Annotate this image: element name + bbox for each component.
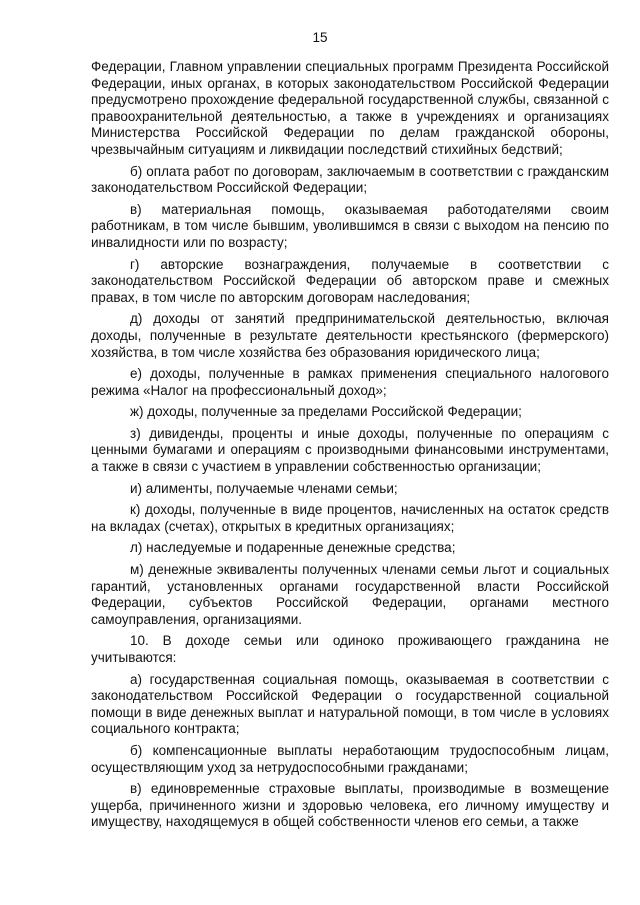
paragraph-item-z: з) дивиденды, проценты и иные доходы, полученные по операциям с ценными бумагами и операциям с производными финансовыми инструментами, а также в связи с участием в управлении собственностью организации; xyxy=(91,425,609,475)
paragraph-item-v-2: в) единовременные страховые выплаты, производимые в возмещение ущерба, причиненного жизни и здоровью человека, его личному имуществу и имуществу, находящемуся в общей собственности членов его семьи, а также xyxy=(91,781,609,830)
paragraph-item-g: г) авторские вознаграждения, получаемые в соответствии с законодательством Российской Федерации об авторском праве и смежных правах, в том числе по авторским договорам наследования; xyxy=(91,256,609,305)
paragraph-item-m: м) денежные эквиваленты полученных членами семьи льгот и социальных гарантий, установленных органами государственной власти Российской Федерации, субъектов Российской Федерации, органами местного самоуправления, организациями. xyxy=(91,562,609,627)
paragraph-section-10: 10. В доходе семьи или одиноко проживающего гражданина не учитываются: xyxy=(91,633,609,665)
paragraph-item-i: и) алименты, получаемые членами семьи; xyxy=(130,480,398,496)
paragraph-item-a: а) государственная социальная помощь, оказываемая в соответствии с законодательством Российской Федерации о государственной социальной помощи в виде денежных выплат и натуральной помощи, в том числе в условиях социального контракта; xyxy=(91,671,609,737)
paragraph-item-d: д) доходы от занятий предпринимательской деятельностью, включая доходы, полученные в результате деятельности крестьянского (фермерского) хозяйства, в том числе хозяйства без образования юридического лица; xyxy=(91,311,609,360)
paragraph-item-k: к) доходы, полученные в виде процентов, начисленных на остаток средств на вкладах (счетах), открытых в кредитных организациях; xyxy=(91,502,609,534)
document-body xyxy=(91,59,609,836)
paragraph-item-e: е) доходы, полученные в рамках применения специального налогового режима «Налог на профессиональный доход»; xyxy=(91,366,609,398)
paragraph-item-zh: ж) доходы, полученные за пределами Российской Федерации; xyxy=(130,404,522,420)
paragraph-item-v: в) материальная помощь, оказываемая работодателями своим работникам, в том числе бывшим, уволившимся в связи с выходом на пенсию по инвалидности или по возрасту; xyxy=(91,201,609,250)
paragraph-item-b: б) оплата работ по договорам, заключаемым в соответствии с гражданским законодательством Российской Федерации; xyxy=(91,163,609,196)
paragraph-item-l: л) наследуемые и подаренные денежные средства; xyxy=(130,540,456,556)
paragraph-continuation: Федерации, Главном управлении специальных программ Президента Российской Федерации, иных органах, в которых законодательством Российской Федерации предусмотрено прохождение федеральной государственной службы, связанной с правоохранительной деятельностью, а также в учреждениях и организациях Министерства Российской Федерации по делам гражданской обороны, чрезвычайным ситуациям и ликвидации последствий стихийных бедствий; xyxy=(91,59,609,157)
paragraph-item-b-2: б) компенсационные выплаты неработающим трудоспособным лицам, осуществляющим уход за нетрудоспособными гражданами; xyxy=(91,742,609,775)
page-number: 15 xyxy=(312,30,328,45)
